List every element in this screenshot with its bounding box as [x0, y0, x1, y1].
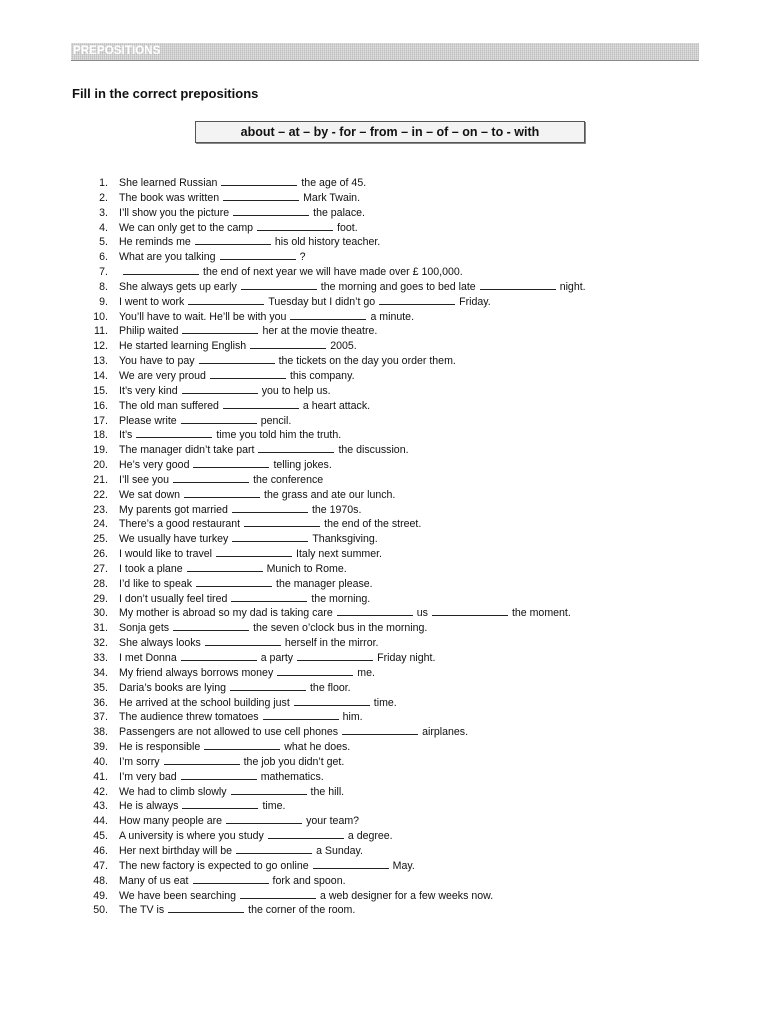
- sentence-text: Many of us eat: [119, 874, 189, 887]
- sentence-item: [88, 457, 708, 472]
- sentence-item: [88, 724, 708, 739]
- sentence-text: I met Donna: [119, 652, 177, 664]
- sentence-number: 23.: [93, 503, 108, 516]
- sentence-item: [88, 398, 708, 413]
- section-title: PREPOSITIONS: [73, 45, 161, 57]
- sentence-item: [88, 546, 708, 561]
- sentence-text: the moment.: [511, 607, 571, 620]
- sentence-text: How many people are: [119, 815, 223, 828]
- sentence-text: time you told him the truth.: [216, 429, 342, 442]
- sentence-number: 42.: [93, 785, 108, 798]
- sentence-text: a heart attack.: [302, 399, 371, 412]
- sentence-text: time.: [373, 696, 397, 709]
- sentence-text: She learned Russian: [119, 177, 218, 189]
- sentence-item: [88, 487, 708, 502]
- sentence-text: airplanes.: [422, 726, 469, 739]
- sentence-text: the morning and goes to bed late: [320, 280, 476, 293]
- answer-blank[interactable]: [182, 323, 258, 334]
- sentence-item: [88, 828, 708, 843]
- sentence-text: She always looks: [119, 637, 201, 650]
- answer-blank[interactable]: [164, 754, 240, 765]
- sentence-number: 17.: [93, 414, 108, 427]
- sentence-text: herself in the mirror.: [284, 637, 379, 650]
- sentence-text: the end of the street.: [324, 518, 422, 531]
- sentence-text: I’m sorry: [119, 755, 160, 768]
- sentence-text: Munich to Rome.: [266, 562, 347, 575]
- sentence-text: We usually have turkey: [119, 533, 229, 546]
- sentence-item: [88, 591, 708, 606]
- answer-blank[interactable]: [257, 220, 333, 231]
- sentence-text: the hill.: [310, 785, 345, 798]
- sentence-text: mathematics.: [260, 770, 324, 783]
- answer-blank[interactable]: [313, 858, 389, 869]
- sentence-text: Friday night.: [377, 652, 436, 664]
- sentence-text: you to help us.: [261, 384, 331, 397]
- sentence-number: 10.: [93, 310, 108, 323]
- answer-blank[interactable]: [290, 309, 366, 320]
- answer-blank[interactable]: [379, 294, 455, 305]
- sentence-text: I’m very bad: [119, 770, 177, 783]
- sentence-number: 16.: [93, 399, 108, 412]
- sentence-text: the 1970s.: [311, 503, 362, 516]
- sentence-number: 8.: [99, 280, 108, 293]
- sentence-text: It’s: [119, 429, 133, 442]
- sentence-text: a degree.: [347, 830, 393, 843]
- sentence-text: pencil.: [260, 414, 292, 427]
- answer-blank[interactable]: [231, 784, 307, 795]
- sentence-text: She always gets up early: [119, 280, 237, 293]
- sentence-text: her at the movie theatre.: [262, 325, 378, 338]
- sentence-text: fork and spoon.: [272, 874, 346, 887]
- sentence-number: 27.: [93, 562, 108, 575]
- answer-blank[interactable]: [231, 591, 307, 602]
- sentence-text: the job you didn’t get.: [243, 755, 345, 768]
- instruction-heading: Fill in the correct prepositions: [72, 86, 259, 101]
- answer-blank[interactable]: [188, 294, 264, 305]
- sentence-number: 30.: [93, 607, 108, 620]
- sentence-item: [88, 368, 708, 383]
- sentence-item: [88, 605, 708, 620]
- sentence-number: 7.: [99, 266, 108, 279]
- sentence-text: the corner of the room.: [248, 904, 356, 917]
- sentence-text: your team?: [306, 815, 360, 828]
- sentence-number: 45.: [93, 830, 108, 843]
- sentence-item: [88, 739, 708, 754]
- sentence-text: There’s a good restaurant: [119, 518, 241, 531]
- sentence-item: [88, 754, 708, 769]
- sentence-item: [88, 413, 708, 428]
- sentence-item: [88, 769, 708, 784]
- answer-blank[interactable]: [187, 561, 263, 572]
- answer-blank[interactable]: [480, 279, 556, 290]
- sentence-item: [88, 279, 708, 294]
- sentence-text: He is always: [119, 800, 179, 813]
- answer-blank[interactable]: [173, 620, 249, 631]
- answer-blank[interactable]: [277, 665, 353, 676]
- sentence-text: Thanksgiving.: [312, 533, 378, 546]
- answer-blank[interactable]: [181, 769, 257, 780]
- sentence-text: foot.: [337, 221, 358, 234]
- sentence-text: The manager didn’t take part: [119, 444, 255, 457]
- sentence-number: 12.: [93, 340, 108, 353]
- sentence-text: the palace.: [313, 206, 365, 219]
- answer-blank[interactable]: [173, 472, 249, 483]
- sentence-text: him.: [342, 711, 363, 724]
- sentence-text: Her next birthday will be: [119, 844, 233, 857]
- sentence-item: [88, 784, 708, 799]
- sentence-item: [88, 531, 708, 546]
- sentence-text: a party: [260, 652, 294, 664]
- sentence-item: [88, 561, 708, 576]
- sentence-text: telling jokes.: [273, 459, 332, 472]
- sentence-text: a Sunday.: [316, 844, 363, 857]
- answer-blank[interactable]: [268, 828, 344, 839]
- sentence-item: [88, 338, 708, 353]
- sentence-text: me.: [357, 666, 375, 679]
- sentence-number: 20.: [93, 459, 108, 472]
- sentence-text: The book was written: [119, 191, 220, 204]
- sentence-text: It’s very kind: [119, 384, 178, 397]
- sentence-item: [88, 427, 708, 442]
- sentence-number: 39.: [93, 741, 108, 754]
- answer-blank[interactable]: [199, 353, 275, 364]
- sentence-text: We had to climb slowly: [119, 785, 227, 798]
- sentence-number: 41.: [93, 770, 108, 783]
- answer-blank[interactable]: [432, 605, 508, 616]
- answer-blank[interactable]: [244, 516, 320, 527]
- sentence-text: My mother is abroad so my dad is taking care: [119, 607, 333, 620]
- sentence-number: 34.: [93, 666, 108, 679]
- sentence-item: [88, 234, 708, 249]
- answer-blank[interactable]: [168, 902, 244, 913]
- sentence-number: 15.: [93, 384, 108, 397]
- sentence-number: 44.: [93, 815, 108, 828]
- sentence-item: [88, 220, 708, 235]
- sentence-item: [88, 888, 708, 903]
- answer-blank[interactable]: [195, 234, 271, 245]
- sentence-text: The audience threw tomatoes: [119, 711, 259, 724]
- sentence-text: My friend always borrows money: [119, 666, 274, 679]
- sentence-item: [88, 709, 708, 724]
- sentence-number: 40.: [93, 755, 108, 768]
- sentence-text: He is responsible: [119, 741, 201, 754]
- sentence-item: [88, 294, 708, 309]
- sentence-text: the manager please.: [276, 577, 373, 590]
- sentence-text: time.: [262, 800, 286, 813]
- sentence-number: 32.: [93, 637, 108, 650]
- answer-blank[interactable]: [297, 650, 373, 661]
- sentence-text: his old history teacher.: [274, 236, 381, 249]
- sentence-number: 36.: [93, 696, 108, 709]
- sentence-text: I went to work: [119, 295, 185, 308]
- sentence-item: [88, 843, 708, 858]
- sentence-item: [88, 650, 708, 665]
- answer-blank[interactable]: [342, 724, 418, 735]
- sentence-item: [88, 516, 708, 531]
- sentence-text: My parents got married: [119, 503, 228, 516]
- sentence-item: [88, 902, 708, 917]
- sentence-number: 22.: [93, 488, 108, 501]
- sentence-text: us: [416, 607, 428, 620]
- sentence-item: [88, 383, 708, 398]
- sentence-number: 37.: [93, 711, 108, 724]
- sentence-text: He reminds me: [119, 236, 191, 249]
- sentence-text: Italy next summer.: [296, 548, 383, 561]
- sentence-number: 18.: [93, 429, 108, 442]
- sentence-text: Please write: [119, 414, 177, 427]
- sentence-item: [88, 665, 708, 680]
- sentence-number: 5.: [99, 236, 108, 249]
- sentence-text: Friday.: [459, 295, 491, 308]
- answer-blank[interactable]: [230, 680, 306, 691]
- sentence-text: Tuesday but I didn’t go: [268, 295, 376, 308]
- sentence-number: 11.: [94, 325, 108, 338]
- sentence-text: We are very proud: [119, 369, 206, 382]
- sentence-text: He’s very good: [119, 459, 190, 472]
- sentence-text: We can only get to the camp: [119, 221, 254, 234]
- answer-blank[interactable]: [236, 843, 312, 854]
- sentence-text: We have been searching: [119, 889, 237, 902]
- answer-blank[interactable]: [250, 338, 326, 349]
- sentence-text: the seven o’clock bus in the morning.: [253, 622, 428, 635]
- sentence-item: [88, 798, 708, 813]
- sentence-number: 25.: [93, 533, 108, 546]
- sentence-item: [88, 813, 708, 828]
- sentence-number: 47.: [93, 859, 108, 872]
- sentence-text: I would like to travel: [119, 548, 213, 561]
- sentence-text: 2005.: [330, 340, 357, 353]
- sentence-list: [88, 175, 708, 917]
- sentence-text: Passengers are not allowed to use cell phones: [119, 726, 339, 739]
- sentence-item: [88, 323, 708, 338]
- answer-blank[interactable]: [232, 531, 308, 542]
- sentence-item: [88, 190, 708, 205]
- sentence-item: [88, 175, 708, 190]
- sentence-number: 13.: [93, 355, 108, 368]
- sentence-text: night.: [559, 280, 586, 293]
- sentence-text: You have to pay: [119, 355, 195, 368]
- answer-blank[interactable]: [181, 413, 257, 424]
- sentence-number: 1.: [99, 177, 108, 189]
- sentence-text: I’d like to speak: [119, 577, 193, 590]
- sentence-text: a web designer for a few weeks now.: [320, 889, 494, 902]
- sentence-text: a minute.: [370, 310, 415, 323]
- answer-blank[interactable]: [182, 383, 258, 394]
- answer-blank[interactable]: [241, 279, 317, 290]
- sentence-item: [88, 858, 708, 873]
- answer-blank[interactable]: [205, 635, 281, 646]
- answer-blank[interactable]: [337, 605, 413, 616]
- sentence-number: 46.: [93, 844, 108, 857]
- sentence-number: 4.: [99, 221, 108, 234]
- answer-blank[interactable]: [258, 442, 334, 453]
- sentence-number: 2.: [99, 191, 108, 204]
- sentence-text: He arrived at the school building just: [119, 696, 290, 709]
- answer-blank[interactable]: [263, 709, 339, 720]
- answer-blank[interactable]: [233, 205, 309, 216]
- sentence-text: this company.: [289, 369, 355, 382]
- answer-blank[interactable]: [123, 264, 199, 275]
- word-bank: about – at – by - for – from – in – of – on – to - with: [195, 121, 585, 143]
- sentence-number: 21.: [93, 473, 108, 486]
- sentence-number: 24.: [93, 518, 108, 531]
- sentence-number: 43.: [93, 800, 108, 813]
- answer-blank[interactable]: [184, 487, 260, 498]
- section-header-bar: [71, 43, 699, 61]
- answer-blank[interactable]: [221, 175, 297, 186]
- sentence-item: [88, 635, 708, 650]
- sentence-item: [88, 264, 708, 279]
- answer-blank[interactable]: [136, 427, 212, 438]
- sentence-text: the end of next year we will have made over £ 100,000.: [203, 266, 463, 279]
- sentence-item: [88, 353, 708, 368]
- sentence-item: [88, 309, 708, 324]
- sentence-text: I’ll show you the picture: [119, 206, 230, 219]
- sentence-text: You’ll have to wait. He’ll be with you: [119, 310, 287, 323]
- sentence-item: [88, 502, 708, 517]
- sentence-number: 29.: [93, 592, 108, 605]
- sentence-item: [88, 620, 708, 635]
- sentence-text: The old man suffered: [119, 399, 219, 412]
- answer-blank[interactable]: [204, 739, 280, 750]
- sentence-text: The TV is: [119, 904, 165, 917]
- sentence-number: 35.: [93, 681, 108, 694]
- sentence-text: I don’t usually feel tired: [119, 592, 228, 605]
- sentence-text: May.: [392, 859, 415, 872]
- sentence-number: 14.: [93, 369, 108, 382]
- sentence-number: 6.: [99, 251, 108, 264]
- sentence-text: the tickets on the day you order them.: [278, 355, 456, 368]
- sentence-text: ?: [299, 251, 306, 264]
- sentence-text: the age of 45.: [301, 177, 367, 189]
- answer-blank[interactable]: [216, 546, 292, 557]
- sentence-item: [88, 472, 708, 487]
- sentence-text: What are you talking: [119, 251, 216, 264]
- sentence-text: what he does.: [284, 741, 351, 754]
- answer-blank[interactable]: [182, 798, 258, 809]
- answer-blank[interactable]: [193, 457, 269, 468]
- sentence-text: He started learning English: [119, 340, 247, 353]
- sentence-number: 3.: [99, 206, 108, 219]
- sentence-text: the conference: [253, 473, 324, 486]
- sentence-text: the grass and ate our lunch.: [264, 488, 396, 501]
- sentence-number: 33.: [93, 652, 108, 664]
- sentence-text: Sonja gets: [119, 622, 170, 635]
- sentence-item: [88, 249, 708, 264]
- sentence-number: 50.: [93, 904, 108, 917]
- sentence-text: Daria’s books are lying: [119, 681, 226, 694]
- answer-blank[interactable]: [226, 813, 302, 824]
- answer-blank[interactable]: [220, 249, 296, 260]
- answer-blank[interactable]: [223, 190, 299, 201]
- sentence-item: [88, 680, 708, 695]
- sentence-item: [88, 695, 708, 710]
- sentence-text: the floor.: [309, 681, 351, 694]
- answer-blank[interactable]: [223, 398, 299, 409]
- sentence-text: We sat down: [119, 488, 181, 501]
- sentence-number: 28.: [93, 577, 108, 590]
- sentence-number: 38.: [93, 726, 108, 739]
- sentence-text: I’ll see you: [119, 473, 170, 486]
- sentence-number: 26.: [93, 548, 108, 561]
- sentence-text: The new factory is expected to go online: [119, 859, 309, 872]
- sentence-text: I took a plane: [119, 562, 183, 575]
- answer-blank[interactable]: [210, 368, 286, 379]
- sentence-text: Mark Twain.: [303, 191, 361, 204]
- answer-blank[interactable]: [240, 888, 316, 899]
- sentence-text: A university is where you study: [119, 830, 264, 843]
- answer-blank[interactable]: [294, 695, 370, 706]
- answer-blank[interactable]: [193, 873, 269, 884]
- answer-blank[interactable]: [196, 576, 272, 587]
- sentence-item: [88, 873, 708, 888]
- sentence-number: 49.: [93, 889, 108, 902]
- sentence-number: 19.: [93, 444, 108, 457]
- sentence-item: [88, 576, 708, 591]
- sentence-item: [88, 442, 708, 457]
- sentence-text: Philip waited: [119, 325, 179, 338]
- answer-blank[interactable]: [232, 502, 308, 513]
- sentence-item: [88, 205, 708, 220]
- sentence-text: the discussion.: [338, 444, 409, 457]
- answer-blank[interactable]: [181, 650, 257, 661]
- sentence-text: the morning.: [311, 592, 371, 605]
- sentence-number: 9.: [99, 295, 108, 308]
- sentence-number: 31.: [93, 622, 108, 635]
- sentence-number: 48.: [93, 874, 108, 887]
